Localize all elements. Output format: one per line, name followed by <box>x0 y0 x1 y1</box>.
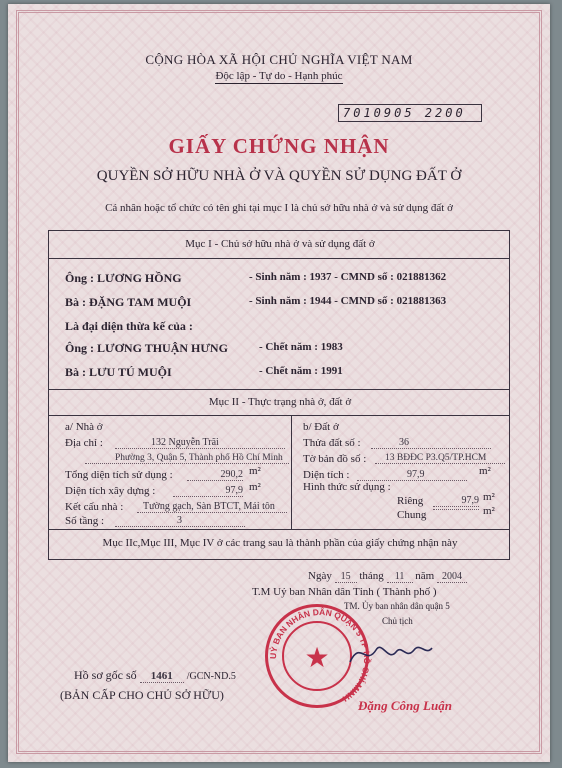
deceased-name: LƯU TÚ MUỘI <box>89 365 172 379</box>
republic-name: CỘNG HÒA XÃ HỘI CHỦ NGHĨA VIỆT NAM <box>145 52 413 67</box>
owner-name: ĐẶNG TAM MUỘI <box>89 295 192 309</box>
authority-line-2: TM. Ủy ban nhân dân quận 5 <box>344 601 450 611</box>
address-line-2: Phường 3, Quận 5, Thành phố Hồ Chí Minh <box>85 453 289 464</box>
shared-label: Chung <box>397 509 427 521</box>
deceased-name: LƯƠNG THUẬN HƯNG <box>97 341 228 355</box>
map-label: Tờ bản đồ số : <box>303 453 367 465</box>
issue-day: 15 <box>335 571 357 583</box>
issue-date: Ngày 15 tháng 11 năm 2004 <box>308 570 467 583</box>
shared-value <box>433 509 479 510</box>
built-area-value: 97,9 <box>173 485 243 497</box>
issue-month: 11 <box>387 571 413 583</box>
plot-label: Thửa đất số : <box>303 437 361 449</box>
address-label: Địa chỉ : <box>65 437 103 449</box>
land-area-label: Diện tích : <box>303 469 350 481</box>
issue-year: 2004 <box>437 571 467 583</box>
star-emblem-icon: ★ <box>304 643 330 674</box>
handwritten-signature <box>346 632 436 672</box>
owner-row: Ông : LƯƠNG HỒNG <box>65 271 182 285</box>
deceased-row: Ông : LƯƠNG THUẬN HƯNG <box>65 341 228 355</box>
unit: m² <box>483 491 495 503</box>
divider <box>49 529 509 530</box>
divider <box>49 258 509 259</box>
owner-row: Bà : ĐẶNG TAM MUỘI <box>65 295 192 309</box>
column-divider <box>291 415 292 529</box>
house-label: a/ Nhà ở <box>65 421 103 433</box>
usage-label: Hình thức sử dụng : <box>303 481 391 493</box>
national-motto: Độc lập - Tự do - Hạnh phúc <box>215 70 343 82</box>
total-area-value: 290,2 <box>187 469 243 481</box>
authority-line-1: T.M Uỷ ban Nhân dân Tỉnh ( Thành phố ) <box>252 586 437 598</box>
certificate-paper <box>8 4 550 762</box>
section2-heading: Mục II - Thực trạng nhà ở, đất ở <box>208 396 352 408</box>
certificate-subtitle: QUYỀN SỞ HỮU NHÀ Ở VÀ QUYỀN SỬ DỤNG ĐẤT Ở <box>96 168 462 184</box>
address-line-1: 132 Nguyễn Trãi <box>115 437 285 449</box>
structure-value: Tường gạch, Sàn BTCT, Mái tôn <box>137 501 287 513</box>
divider <box>49 415 509 416</box>
section1-heading: Mục I - Chủ sở hữu nhà ở và sử dụng đất ở <box>185 238 375 250</box>
seal-inner-ring <box>282 621 352 691</box>
serial-number: 7010905 2200 <box>338 104 482 122</box>
unit: m² <box>483 505 495 517</box>
copy-note: (BẢN CẤP CHO CHỦ SỞ HỮU) <box>60 688 224 702</box>
owner-name: LƯƠNG HỒNG <box>97 271 182 285</box>
plot-value: 36 <box>371 437 491 449</box>
certificate-title: GIẤY CHỨNG NHẬN <box>168 134 390 158</box>
unit: m² <box>249 481 261 493</box>
private-label: Riêng <box>397 495 424 507</box>
built-area-label: Diện tích xây dựng : <box>65 485 156 497</box>
record-number: Hồ sơ gốc số 1461 /GCN-ND.5 <box>74 668 236 682</box>
deceased-info: - Chết năm : 1983 <box>259 341 343 353</box>
floors-label: Số tầng : <box>65 515 105 527</box>
map-value: 13 BĐĐC P3.Q5/TP.HCM <box>375 453 505 464</box>
unit: m² <box>249 465 261 477</box>
floors-value: 3 <box>115 515 245 527</box>
divider <box>49 389 509 390</box>
structure-label: Kết cấu nhà : <box>65 501 124 513</box>
owner-info: - Sinh năm : 1937 - CMND số : 021881362 <box>249 271 447 283</box>
heir-label: Là đại diện thừa kế của : <box>65 319 193 333</box>
owner-info: - Sinh năm : 1944 - CMND số : 021881363 <box>249 295 447 307</box>
unit: m² <box>479 465 491 477</box>
deceased-row: Bà : LƯU TÚ MUỘI <box>65 365 172 379</box>
private-value: 97,9 <box>433 495 479 507</box>
land-label: b/ Đất ở <box>303 421 339 433</box>
signer-name: Đặng Công Luận <box>358 698 452 713</box>
total-area-label: Tổng diện tích sử dụng : <box>65 469 173 481</box>
intro-text: Cá nhân hoặc tổ chức có tên ghi tại mục I là chủ sở hữu nhà ở và sử dụng đất ở <box>105 202 453 214</box>
footnote: Mục IIc,Mục III, Mục IV ở các trang sau là thành phần của giấy chứng nhận này <box>102 537 458 549</box>
land-area-value: 97,9 <box>357 469 467 481</box>
signer-role: Chủ tịch <box>382 616 413 626</box>
deceased-info: - Chết năm : 1991 <box>259 365 343 377</box>
svg-text:UỶ BAN NHÂN DÂN QUẬN 5 TP HỒ C: UỶ BAN NHÂN DÂN QUẬN 5 TP HỒ CHÍ MINH <box>267 606 373 704</box>
certificate-table <box>48 230 510 560</box>
